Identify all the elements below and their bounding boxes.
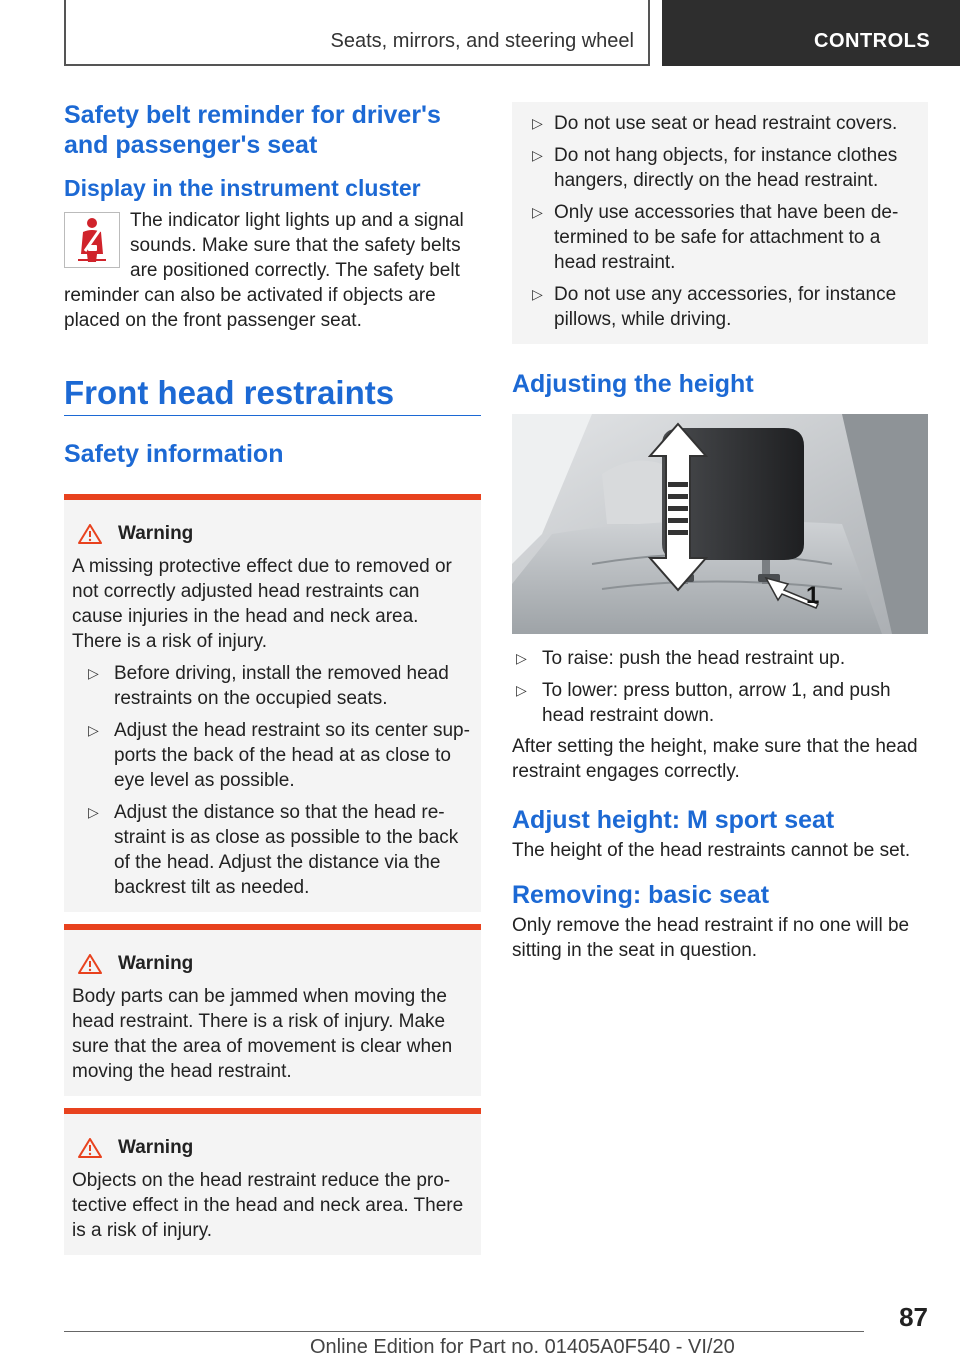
warning-list	[72, 661, 473, 900]
list-item: ▷ To raise: push the head restraint up.	[516, 648, 846, 669]
warning-continuation-list	[520, 111, 920, 332]
heading-rule	[64, 415, 481, 416]
warning-continuation-box	[512, 102, 928, 344]
warning-label: Warning	[118, 1137, 194, 1158]
triangle-bullet-icon: ▷	[516, 682, 527, 698]
seatbelt-warning-icon	[64, 212, 120, 268]
footer-edition: Online Edition for Part no. 01405A0F540 - VI/20	[310, 1336, 735, 1358]
triangle-bullet-icon: ▷	[88, 804, 99, 820]
callout-number: 1	[806, 582, 820, 609]
warning-triangle-icon	[78, 954, 102, 974]
removing-heading: Removing: basic seat	[512, 881, 770, 909]
triangle-bullet-icon: ▷	[532, 204, 543, 220]
header-section-title: Seats, mirrors, and steering wheel	[330, 30, 634, 52]
belt-reminder-heading: Safety belt reminder for driver's and passenger's seat	[64, 101, 441, 159]
page-number: 87	[899, 1302, 928, 1332]
warning-heading	[72, 1136, 473, 1160]
triangle-bullet-icon: ▷	[88, 722, 99, 738]
list-item: ▷ Adjust the distance so that the head re‐ straint is as close as possible to the back of the head. Adjust the distance via the backrest tilt as needed.	[88, 802, 459, 898]
warning-text: Body parts can be jammed when moving the head restraint. There is a risk of injury. Make sure that the area of movement is clear when moving the head restraint.	[72, 986, 453, 1082]
adjusting-height-heading: Adjusting the height	[512, 370, 754, 398]
adjust-height-list	[512, 646, 928, 728]
warning-triangle-icon	[78, 1138, 102, 1158]
header-chapter-box	[662, 0, 960, 66]
list-item: ▷ Do not hang objects, for instance clothes hangers, directly on the head restraint.	[532, 145, 898, 191]
display-heading: Display in the instrument cluster	[64, 175, 421, 201]
warning-heading	[72, 522, 473, 546]
list-item: ▷ To lower: press button, arrow 1, and push head restraint down.	[516, 680, 891, 726]
warning-text: Objects on the head restraint reduce the pro‐ tective effect in the head and neck area. There is a risk of injury.	[72, 1170, 464, 1241]
warning-triangle-icon	[78, 524, 102, 544]
warning-label: Warning	[118, 953, 194, 974]
list-item: ▷ Only use accessories that have been de‐ termined to be safe for attachment to a head restraint.	[532, 202, 899, 273]
msport-heading: Adjust height: M sport seat	[512, 806, 835, 834]
warning-text: A missing protective effect due to removed or not correctly adjusted head restraints can cause injuries in the head and neck area. There is a risk of injury.	[72, 556, 452, 652]
head-restraint-photo	[512, 414, 928, 634]
display-section	[64, 208, 481, 333]
warning-box-2	[64, 924, 481, 1096]
warning-label: Warning	[118, 523, 194, 544]
header-section-box	[64, 0, 650, 66]
double-arrow-icon	[648, 422, 708, 592]
triangle-bullet-icon: ▷	[516, 650, 527, 666]
triangle-bullet-icon: ▷	[532, 286, 543, 302]
adjust-height-note: After setting the height, make sure that the head restraint engages correctly.	[512, 736, 918, 782]
left-column	[64, 100, 481, 1255]
triangle-bullet-icon: ▷	[532, 147, 543, 163]
warning-box-1	[64, 494, 481, 912]
warning-heading	[72, 952, 473, 976]
list-item: ▷ Do not use seat or head restraint covers.	[532, 113, 898, 134]
list-item: ▷ Adjust the head restraint so its center sup‐ ports the back of the head at as close to eye level as possible.	[88, 720, 470, 791]
safety-information-heading: Safety information	[64, 440, 284, 468]
front-head-restraints-heading: Front head restraints	[64, 374, 395, 411]
header-chapter-title: CONTROLS	[814, 30, 931, 52]
warning-box-3	[64, 1108, 481, 1255]
msport-text: The height of the head restraints cannot be set.	[512, 840, 911, 861]
list-item: ▷ Do not use any accessories, for instance pillows, while driving.	[532, 284, 897, 330]
right-column	[512, 102, 928, 963]
display-description: The indicator light lights up and a signal sounds. Make sure that the safety belts are positioned correctly. The safety belt reminder can also be activated if objects are placed on the front passenger seat.	[64, 210, 464, 331]
list-item: ▷ Before driving, install the removed head restraints on the occupied seats.	[88, 663, 449, 709]
triangle-bullet-icon: ▷	[532, 115, 543, 131]
footer-rule	[64, 1331, 864, 1332]
triangle-bullet-icon: ▷	[88, 665, 99, 681]
removing-text: Only remove the head restraint if no one will be sitting in the seat in question.	[512, 915, 910, 961]
